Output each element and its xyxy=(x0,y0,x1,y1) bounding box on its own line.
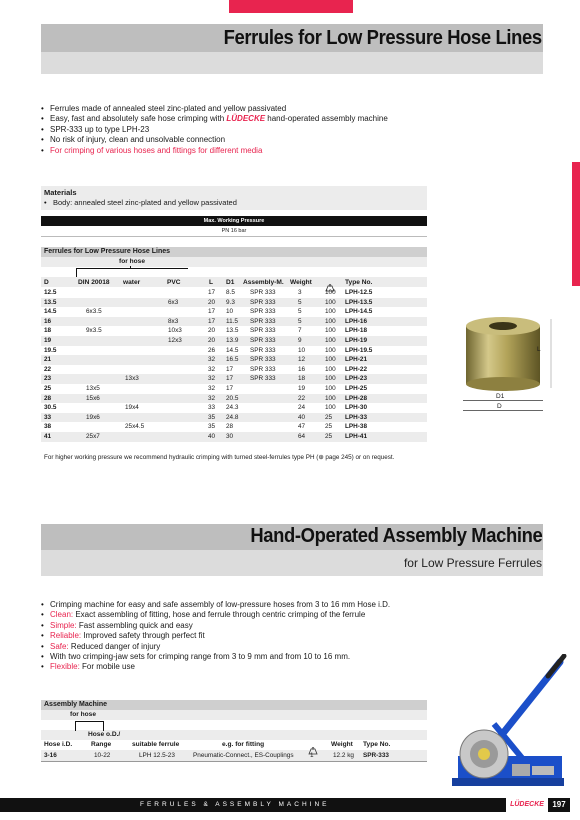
dimension-label-d: D xyxy=(497,403,502,410)
bullet-item-continuation: • SPR-333 up to type LPH-23 xyxy=(41,125,461,135)
table-cell: 10x3 xyxy=(168,327,182,335)
col-header-din: DIN 20018 xyxy=(78,279,110,286)
table-cell: 17 xyxy=(208,317,216,325)
assembly-cell: 12.2 kg xyxy=(333,752,354,759)
table-cell: SPR 333 xyxy=(250,298,276,306)
table-cell: 41 xyxy=(44,433,52,440)
table-cell: 13x3 xyxy=(125,375,139,383)
table-cell: 14.5 xyxy=(226,346,239,354)
table-cell: 16 xyxy=(298,365,306,373)
bracket-tick xyxy=(130,266,131,269)
table-cell: 5 xyxy=(298,298,302,306)
table-cell: 23 xyxy=(44,375,52,383)
table-cell: LPH-33 xyxy=(345,413,368,421)
table-cell: 8.5 xyxy=(226,289,235,296)
table-cell: LPH-23 xyxy=(345,375,368,383)
assembly-cell: SPR-333 xyxy=(363,752,389,759)
table-row xyxy=(41,374,427,384)
table-cell: 35 xyxy=(208,413,216,421)
table-row xyxy=(41,413,427,423)
max-pressure-label: Max. Working Pressure xyxy=(41,216,427,226)
table-cell: 8x3 xyxy=(168,317,179,325)
table-cell: LPH-13.5 xyxy=(345,298,373,306)
table-cell: 19 xyxy=(44,337,52,344)
bullet-item: • Crimping machine for easy and safe assembly of low-pressure hoses from 3 to 16 mm Hose i.D. xyxy=(41,600,441,610)
table-cell: 10 xyxy=(226,308,234,316)
table-cell: SPR 333 xyxy=(250,289,276,296)
table-cell: LPH-22 xyxy=(345,365,368,373)
table-cell: SPR 333 xyxy=(250,375,276,383)
footer-brand-logo: LÜDECKE xyxy=(510,801,544,808)
section2-bullets xyxy=(41,600,441,673)
bracket-line xyxy=(76,268,188,269)
table-cell: 20 xyxy=(208,298,216,306)
materials-list xyxy=(44,198,424,208)
table-cell: 100 xyxy=(325,327,336,335)
table-cell: SPR 333 xyxy=(250,327,276,335)
side-accent-tab xyxy=(572,162,580,286)
table-cell: 21 xyxy=(44,356,52,364)
bullet-item: • Reliable: Improved safety through perfect fit xyxy=(41,631,441,641)
table-cell: 5 xyxy=(298,308,302,316)
table-cell: 30 xyxy=(226,433,234,440)
section1-bullets xyxy=(41,104,461,156)
table-cell: 100 xyxy=(325,356,336,364)
section2-title: Hand-Operated Assembly Machine xyxy=(250,525,542,547)
table-cell: 100 xyxy=(325,365,336,373)
footer-section-label: FERRULES & ASSEMBLY MACHINE xyxy=(140,801,330,808)
assembly-cell: Pneumatic-Connect., ES-Couplings xyxy=(193,752,294,759)
table-cell: 20 xyxy=(208,337,216,344)
table-cell: 12x3 xyxy=(168,337,182,344)
table-cell: 25 xyxy=(325,433,333,440)
table-cell: 14.5 xyxy=(44,308,57,316)
table-row xyxy=(41,288,427,298)
hose-od-label: Hose o.D./ xyxy=(88,731,121,738)
table-cell: LPH-19.5 xyxy=(345,346,373,354)
table-cell: 16 xyxy=(44,317,52,325)
table-cell: 40 xyxy=(208,433,216,440)
page-reference-icon: ⊕ xyxy=(318,454,324,461)
table-cell: 32 xyxy=(208,385,216,392)
table-cell: 100 xyxy=(325,289,336,296)
table-cell: 20 xyxy=(208,327,216,335)
table-cell: 100 xyxy=(325,298,336,306)
table-cell: 64 xyxy=(298,433,306,440)
bracket-tick xyxy=(75,721,76,731)
table-cell: 25 xyxy=(44,385,52,392)
table-cell: 32 xyxy=(208,394,216,402)
col-header-water: water xyxy=(123,279,141,286)
table-cell: LPH-14.5 xyxy=(345,308,373,316)
bracket-tick xyxy=(103,721,104,731)
materials-item: • Body: annealed steel zinc-plated and yellow passivated xyxy=(44,198,424,208)
table-cell: 19.5 xyxy=(44,346,57,354)
table-cell: LPH-28 xyxy=(345,394,368,402)
table-cell: 28 xyxy=(226,423,234,431)
assembly-table-title: Assembly Machine xyxy=(44,701,108,708)
bullet-item: • Simple: Fast assembling quick and easy xyxy=(41,621,441,631)
table-cell: 16.5 xyxy=(226,356,239,364)
table-cell: 100 xyxy=(325,394,336,402)
table-cell: 100 xyxy=(325,317,336,325)
table-cell: LPH-12.5 xyxy=(345,289,373,296)
table-row xyxy=(41,403,427,413)
table-cell: 25 xyxy=(325,413,333,421)
table-cell: 6x3.5 xyxy=(86,308,102,316)
table-cell: 33 xyxy=(208,404,216,412)
table-cell: 25x4.5 xyxy=(125,423,145,431)
table-cell: 12.5 xyxy=(44,289,57,296)
section1-title: Ferrules for Low Pressure Hose Lines xyxy=(223,27,542,49)
assembly-col-range: Range xyxy=(91,741,112,748)
page-number: 197 xyxy=(548,798,570,812)
section2-subtitle: for Low Pressure Ferrules xyxy=(403,556,542,570)
max-pressure-value: PN 16 bar xyxy=(41,226,427,237)
table-cell: SPR 333 xyxy=(250,356,276,364)
table-cell: SPR 333 xyxy=(250,337,276,344)
bullet-item: • Ferrules made of annealed steel zinc-plated and yellow passivated xyxy=(41,104,461,114)
table-cell: 17 xyxy=(226,385,234,392)
assembly-col-hose-id: Hose i.D. xyxy=(44,741,73,748)
ferrule-table-group-band xyxy=(41,257,427,267)
assembly-col-fitting: e.g. for fitting xyxy=(222,741,265,748)
bullet-item: • Clean: Exact assembling of fitting, hose and ferrule through centric crimping of the ferrule xyxy=(41,610,441,620)
ferrule-table-title-band xyxy=(41,247,427,257)
table-cell: 19x4 xyxy=(125,404,139,412)
table-cell: 17 xyxy=(226,365,234,373)
table-cell: 10 xyxy=(298,346,306,354)
col-header-d: D xyxy=(44,279,49,286)
table-cell: 13.5 xyxy=(44,298,57,306)
assembly-cell: 10-22 xyxy=(94,752,111,759)
assembly-cell: LPH 12.5-23 xyxy=(139,752,175,759)
table-cell: 11.5 xyxy=(226,317,238,325)
table-cell: 40 xyxy=(298,413,306,421)
table-row xyxy=(41,422,427,432)
table-cell: 100 xyxy=(325,404,336,412)
table-cell: LPH-25 xyxy=(345,385,368,392)
table-cell: 13.9 xyxy=(226,337,239,344)
table-cell: 100 xyxy=(325,308,336,316)
assembly-table-group-band xyxy=(41,710,427,720)
table-cell: 12 xyxy=(298,356,306,364)
table-cell: 22 xyxy=(44,365,52,373)
table-row xyxy=(41,384,427,394)
col-header-d1: D1 xyxy=(226,279,235,286)
table-cell: LPH-19 xyxy=(345,337,368,344)
table-cell: 6x3 xyxy=(168,298,179,306)
table-cell: 26 xyxy=(208,346,216,354)
table-cell: 15x6 xyxy=(86,394,100,402)
assembly-table-title-band xyxy=(41,700,427,710)
table-row xyxy=(41,394,427,404)
table-cell: 32 xyxy=(208,365,216,373)
table-row xyxy=(41,355,427,365)
table-cell: 9x3.5 xyxy=(86,327,102,335)
table-cell: 17 xyxy=(208,289,216,296)
table-cell: 13x5 xyxy=(86,385,100,392)
table-cell: LPH-16 xyxy=(345,317,368,325)
table-cell: LPH-30 xyxy=(345,404,368,412)
table-cell: 17 xyxy=(226,375,234,383)
assembly-col-type: Type No. xyxy=(363,741,391,748)
table-cell: 33 xyxy=(44,413,52,421)
table-cell: 35 xyxy=(208,423,216,431)
table-row xyxy=(41,346,427,356)
col-header-weight: Weight xyxy=(290,279,312,286)
dimension-label-l: L xyxy=(537,346,541,353)
col-header-assembly: Assembly-M. xyxy=(243,279,284,286)
table-cell: LPH-18 xyxy=(345,327,368,335)
table-row xyxy=(41,432,427,442)
table-cell: 17 xyxy=(208,308,216,316)
table-cell: 24.3 xyxy=(226,404,239,412)
table-cell: 18 xyxy=(44,327,52,335)
table-cell: SPR 333 xyxy=(250,365,276,373)
table-cell: 32 xyxy=(208,375,216,383)
table-cell: 13.5 xyxy=(226,327,239,335)
section1-title-subband xyxy=(41,52,543,74)
assembly-for-hose-label: for hose xyxy=(70,711,97,718)
assembly-col-weight: Weight xyxy=(331,741,353,748)
bullet-item: • Safe: Reduced danger of injury xyxy=(41,642,441,652)
materials-heading: Materials xyxy=(44,188,77,197)
table-cell: 7 xyxy=(298,327,302,335)
bullet-item: • With two crimping-jaw sets for crimping range from 3 to 9 mm and from 10 to 16 mm. xyxy=(41,652,441,662)
table-cell: LPH-38 xyxy=(345,423,368,431)
table-row xyxy=(41,336,427,346)
dimension-line-d xyxy=(463,410,543,411)
table-cell: 28 xyxy=(44,394,52,402)
table-row xyxy=(41,307,427,317)
bullet-item: • Easy, fast and absolutely safe hose crimping with LÜDECKE hand-operated assembly machine xyxy=(41,114,461,124)
table-cell: LPH-41 xyxy=(345,433,368,440)
table-cell: SPR 333 xyxy=(250,308,276,316)
table-cell: 24.8 xyxy=(226,413,239,421)
assembly-machine-photo xyxy=(448,654,568,790)
table-row xyxy=(41,326,427,336)
table-cell: 47 xyxy=(298,423,306,431)
table-cell: SPR 333 xyxy=(250,317,276,325)
table-cell: 9.3 xyxy=(226,298,235,306)
table-cell: 3 xyxy=(298,289,302,296)
table-cell: 19 xyxy=(298,385,306,392)
table-row xyxy=(41,298,427,308)
bullet-item: • Flexible: For mobile use xyxy=(41,662,441,672)
assembly-cell: 1 xyxy=(310,752,314,759)
ferrule-photo xyxy=(463,314,559,394)
col-header-pvc: PVC xyxy=(167,279,181,286)
ferrule-table-title: Ferrules for Low Pressure Hose Lines xyxy=(44,248,171,255)
ferrule-footnote: For higher working pressure we recommend hydraulic crimping with turned steel-ferrules type PH (⊕ page 245) or on request. xyxy=(44,454,395,461)
for-hose-label: for hose xyxy=(119,258,146,265)
table-cell: 25x7 xyxy=(86,433,100,440)
dimension-label-d1: D1 xyxy=(496,393,505,400)
table-cell: 32 xyxy=(208,356,216,364)
table-cell: 25 xyxy=(325,423,333,431)
table-cell: 9 xyxy=(298,337,302,344)
table-cell: 38 xyxy=(44,423,52,431)
footer-brand-box xyxy=(506,798,548,812)
table-cell: LPH-21 xyxy=(345,356,368,364)
col-header-l: L xyxy=(209,279,214,286)
bracket-tick xyxy=(76,268,77,277)
bullet-item: • No risk of injury, clean and unsolvable connection xyxy=(41,135,461,145)
table-row xyxy=(41,317,427,327)
table-cell: 100 xyxy=(325,385,336,392)
table-cell: 5 xyxy=(298,317,302,325)
table-cell: SPR 333 xyxy=(250,346,276,354)
brand-name: LÜDECKE xyxy=(226,114,266,124)
table-cell: 30.5 xyxy=(44,404,57,412)
bullet-item: • For crimping of various hoses and fittings for different media xyxy=(41,146,461,156)
table-cell: 24 xyxy=(298,404,306,412)
table-row xyxy=(41,365,427,375)
table-cell: 18 xyxy=(298,375,306,383)
table-cell: 19x6 xyxy=(86,413,100,421)
assembly-col-ferrule: suitable ferrule xyxy=(132,741,180,748)
table-cell: 100 xyxy=(325,375,336,383)
top-accent-tab xyxy=(229,0,353,13)
assembly-cell: 3-16 xyxy=(44,752,57,759)
table-cell: 100 xyxy=(325,346,336,354)
dimension-line-d1 xyxy=(463,400,543,401)
table-cell: 100 xyxy=(325,337,336,344)
table-cell: 22 xyxy=(298,394,306,402)
table-cell: 20.5 xyxy=(226,394,239,402)
bracket-line xyxy=(75,721,103,722)
col-header-type: Type No. xyxy=(345,279,373,286)
